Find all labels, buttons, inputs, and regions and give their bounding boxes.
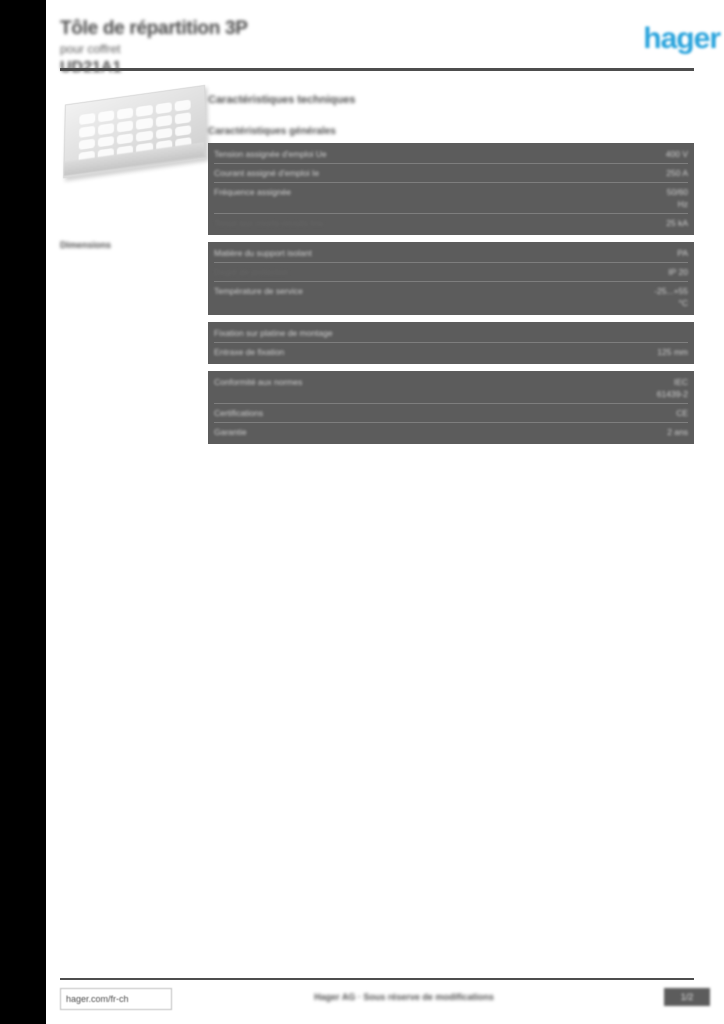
table-row: [214, 285, 688, 309]
row-divider: [214, 422, 688, 423]
document-page: [46, 0, 724, 1024]
table-row: [214, 266, 688, 278]
row-label: Entraxe de fixation: [214, 347, 285, 357]
hole: [79, 113, 95, 125]
table-row: [214, 407, 688, 419]
hole: [136, 117, 152, 129]
row-value: 50/60 Hz: [666, 187, 688, 209]
table-row: [214, 186, 688, 210]
characteristics-title: Caractéristiques techniques: [208, 94, 356, 106]
hole: [98, 123, 114, 135]
table-row: [214, 167, 688, 179]
table-mechanical-block: [208, 242, 694, 315]
row-value: 2 ans: [667, 427, 688, 437]
general-title: Caractéristiques générales: [208, 126, 336, 137]
hole: [117, 133, 133, 145]
row-label: Fréquence assignée: [214, 187, 292, 197]
row-label: Conformité aux normes: [214, 377, 303, 387]
page-number-badge: 1/2: [664, 988, 710, 1006]
hole: [175, 125, 191, 137]
table-norms-block: [208, 371, 694, 444]
row-divider: [214, 403, 688, 404]
footer-url-link[interactable]: hager.com/fr-ch: [60, 988, 172, 1010]
specifications-column: [208, 86, 694, 451]
hole: [79, 138, 95, 150]
hole: [136, 130, 152, 142]
hole: [117, 120, 133, 132]
header-divider: [60, 68, 694, 71]
row-divider: [214, 213, 688, 214]
left-caption: Dimensions: [60, 240, 112, 250]
table-row: [214, 426, 688, 438]
row-label: Fixation sur platine de montage: [214, 328, 333, 338]
row-label: Tenue aux courts-circuits Icw: [214, 218, 324, 228]
row-divider: [214, 163, 688, 164]
footer-note: Hager AG · Sous réserve de modifications: [314, 992, 494, 1002]
page-title: Tôle de répartition 3P: [60, 18, 248, 39]
footer-divider: [60, 978, 694, 980]
hole: [98, 110, 114, 122]
row-divider: [214, 182, 688, 183]
row-label: Température de service: [214, 286, 303, 296]
table-row: [214, 247, 688, 259]
hole: [98, 135, 114, 147]
row-divider: [214, 262, 688, 263]
row-label: Certifications: [214, 408, 264, 418]
row-divider: [214, 342, 688, 343]
table-row: [214, 376, 688, 400]
table-row: [214, 217, 688, 229]
row-value: CE: [676, 408, 688, 418]
row-label: Courant assigné d'emploi Ie: [214, 168, 320, 178]
page-subtitle: pour coffret: [60, 42, 121, 56]
hole: [136, 105, 152, 117]
hager-logo: hager: [643, 22, 720, 55]
table-row: [214, 148, 688, 160]
row-value: -25...+55 °C: [654, 286, 688, 308]
row-value: IP 20: [668, 267, 688, 277]
hole: [156, 127, 172, 139]
hole: [175, 112, 191, 124]
row-value: PA: [677, 248, 688, 258]
table-mounting-block: [208, 322, 694, 364]
table-row: [214, 346, 688, 358]
row-value: 25 kA: [666, 218, 688, 228]
row-label: Matière du support isolant: [214, 248, 312, 258]
hole: [79, 125, 95, 137]
row-value: 250 A: [666, 168, 688, 178]
hole: [117, 108, 133, 120]
hole: [156, 115, 172, 127]
hole: [155, 102, 171, 114]
row-label: Garantie: [214, 427, 247, 437]
row-value: 400 V: [665, 149, 688, 159]
row-value: IEC 61439-2: [656, 377, 688, 399]
hole: [174, 100, 190, 112]
table-row: [214, 327, 688, 339]
table-general-block: [208, 143, 694, 235]
row-label: Tension assignée d'emploi Ue: [214, 149, 327, 159]
row-value: 125 mm: [657, 347, 688, 357]
row-divider: [214, 281, 688, 282]
row-label: Degré de protection: [214, 267, 289, 277]
product-image: [60, 86, 208, 172]
